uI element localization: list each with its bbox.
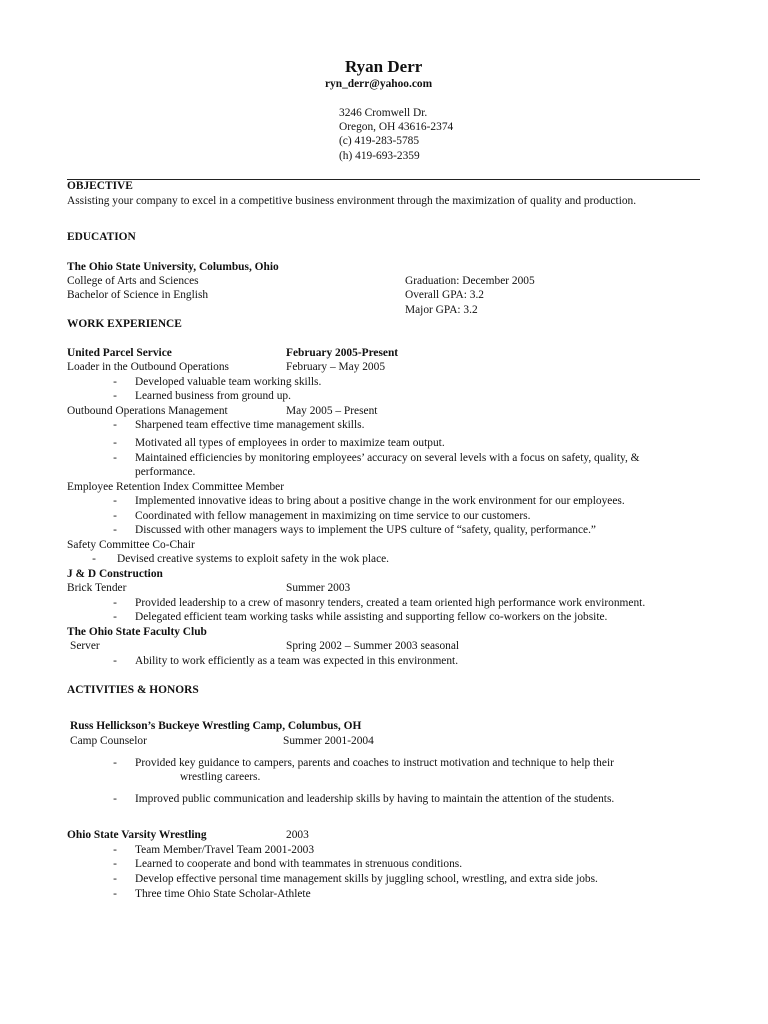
camp-role: Camp Counselor — [70, 735, 147, 747]
varsity-year: 2003 — [286, 829, 309, 841]
bullet-text: Motivated all types of employees in order to maximize team output. — [135, 437, 445, 449]
bullet-text-continued: wrestling careers. — [180, 771, 261, 783]
objective-text: Assisting your company to excel in a competitive business environment through the maximization of quality and production. — [67, 195, 637, 207]
camp-dates: Summer 2001-2004 — [283, 735, 374, 747]
bullet-dash: - — [113, 858, 117, 870]
major-gpa: Major GPA: 3.2 — [405, 304, 478, 316]
address-line-2: Oregon, OH 43616-2374 — [339, 121, 454, 133]
header-divider — [67, 179, 700, 180]
bullet-dash: - — [113, 597, 117, 609]
ups-role-safety: Safety Committee Co-Chair — [67, 539, 195, 551]
activities-heading: ACTIVITIES & HONORS — [67, 684, 199, 696]
jd-role: Brick Tender — [67, 582, 127, 594]
bullet-text: Improved public communication and leadership skills by having to maintain the attention of the students. — [135, 793, 615, 805]
ups-role-management-dates: May 2005 – Present — [286, 405, 378, 417]
bullet-dash: - — [113, 844, 117, 856]
ups-role-management: Outbound Operations Management — [67, 405, 228, 417]
ups-role-loader-dates: February – May 2005 — [286, 361, 386, 373]
bullet-dash: - — [113, 655, 117, 667]
jd-dates: Summer 2003 — [286, 582, 351, 594]
email-address: ryn_derr@yahoo.com — [325, 78, 433, 90]
bullet-dash: - — [113, 888, 117, 900]
bullet-dash: - — [92, 553, 96, 565]
home-phone: (h) 419-693-2359 — [339, 150, 420, 162]
objective-heading: OBJECTIVE — [67, 180, 133, 192]
ups-dates: February 2005-Present — [286, 347, 399, 359]
bullet-dash: - — [113, 611, 117, 623]
varsity-title: Ohio State Varsity Wrestling — [67, 829, 207, 841]
bullet-dash: - — [113, 510, 117, 522]
bullet-text: Devised creative systems to exploit safety in the wok place. — [117, 553, 390, 565]
camp-title: Russ Hellickson’s Buckeye Wrestling Camp, Columbus, OH — [70, 720, 362, 732]
bullet-text: Delegated efficient team working tasks while assisting and supporting fellow co-workers on the jobsite. — [135, 611, 608, 623]
bullet-text: Learned business from ground up. — [135, 390, 291, 402]
bullet-dash: - — [113, 390, 117, 402]
bullet-dash: - — [113, 495, 117, 507]
bullet-dash: - — [113, 437, 117, 449]
bullet-text: Coordinated with fellow management in maximizing on time service to our customers. — [135, 510, 531, 522]
bullet-dash: - — [113, 873, 117, 885]
cell-phone: (c) 419-283-5785 — [339, 135, 420, 147]
ups-role-loader: Loader in the Outbound Operations — [67, 361, 229, 373]
bullet-dash: - — [113, 793, 117, 805]
degree-name: Bachelor of Science in English — [67, 289, 209, 301]
overall-gpa: Overall GPA: 3.2 — [405, 289, 484, 301]
candidate-name: Ryan Derr — [345, 57, 423, 76]
education-heading: EDUCATION — [67, 231, 136, 243]
bullet-text: Provided key guidance to campers, parents and coaches to instruct motivation and technique to help their — [135, 757, 614, 769]
graduation-date: Graduation: December 2005 — [405, 275, 535, 287]
college-name: College of Arts and Sciences — [67, 275, 199, 287]
ups-role-committee: Employee Retention Index Committee Member — [67, 481, 285, 493]
bullet-dash: - — [113, 524, 117, 536]
bullet-dash: - — [113, 757, 117, 769]
school-name: The Ohio State University, Columbus, Ohio — [67, 261, 279, 273]
bullet-text: Provided leadership to a crew of masonry tenders, created a team oriented high performance work environment. — [135, 597, 646, 609]
bullet-text: Learned to cooperate and bond with teammates in strenuous conditions. — [135, 858, 463, 870]
bullet-text: Develop effective personal time management skills by juggling school, wrestling, and extra side jobs. — [135, 873, 598, 885]
bullet-dash: - — [113, 452, 117, 464]
ups-employer: United Parcel Service — [67, 347, 172, 359]
address-line-1: 3246 Cromwell Dr. — [339, 107, 428, 119]
bullet-text: Team Member/Travel Team 2001-2003 — [135, 844, 315, 856]
faculty-club-dates: Spring 2002 – Summer 2003 seasonal — [286, 640, 460, 652]
bullet-dash: - — [113, 419, 117, 431]
bullet-dash: - — [113, 376, 117, 388]
bullet-text: Developed valuable team working skills. — [135, 376, 322, 388]
bullet-text: Discussed with other managers ways to implement the UPS culture of “safety, quality, performance.” — [135, 524, 596, 536]
bullet-text: Three time Ohio State Scholar-Athlete — [135, 888, 311, 900]
bullet-text: Maintained efficiencies by monitoring employees’ accuracy on several levels with a focus on safety, quality, & — [135, 452, 640, 464]
jd-employer: J & D Construction — [67, 568, 163, 580]
work-experience-heading: WORK EXPERIENCE — [67, 318, 182, 330]
bullet-text: Implemented innovative ideas to bring about a positive change in the work environment for our employees. — [135, 495, 625, 507]
faculty-club-employer: The Ohio State Faculty Club — [67, 626, 207, 638]
bullet-text: Sharpened team effective time management skills. — [135, 419, 365, 431]
bullet-text-continued: performance. — [135, 466, 196, 478]
bullet-text: Ability to work efficiently as a team was expected in this environment. — [135, 655, 459, 667]
faculty-club-role: Server — [70, 640, 100, 652]
